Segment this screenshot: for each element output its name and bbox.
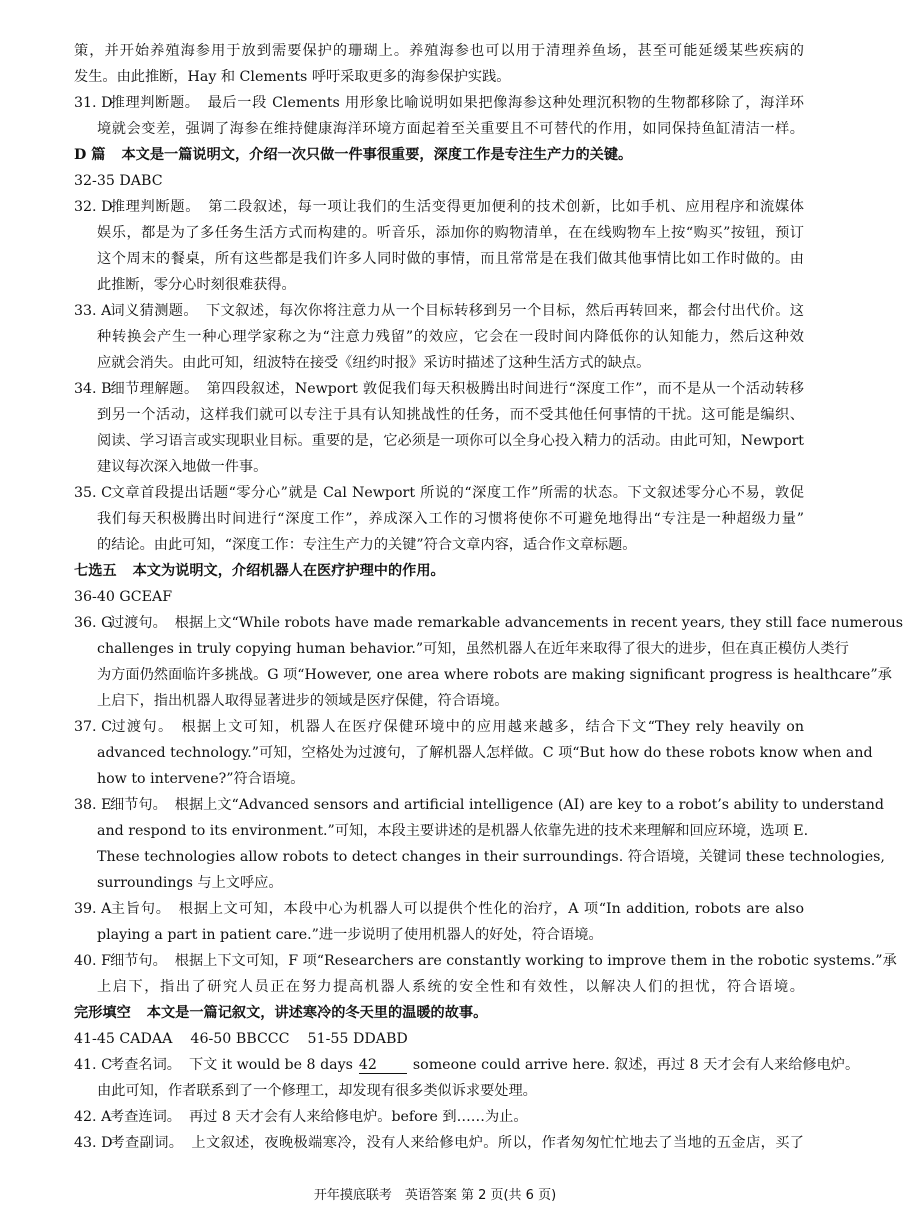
text-line: 到另一个活动，这样我们就可以专注于具有认知挑战性的任务，而不受其他任何事情的干扰。这可能是编织、 [97,407,804,423]
answer-item-34 [74,380,804,398]
question-label: 36. G [74,615,113,631]
text-line: 这个周末的餐桌，所有这些都是我们许多人同时做的事情，而且常常是在我们做其他事情比如工作时做的。由 [97,251,804,267]
text-line: 上启下，指出了研究人员正在努力提高机器人系统的安全性和有效性，以解决人们的担忧，符合语境。 [97,979,804,995]
text-line: 策，并开始养殖海参用于放到需要保护的珊瑚上。养殖海参也可以用于清理养鱼场，甚至可能延缓某些疾病的 [74,43,804,59]
text-line: 由此可知，作者联系到了一个修理工，却发现有很多类似诉求要处理。 [97,1083,537,1099]
text-line: challenges in truly copying human behavior.”可知，虽然机器人在近年来取得了很大的进步，但在真正模仿人类行 [97,641,849,657]
page-footer: 开年摸底联考 英语答案 第 2 页(共 6 页) [313,1188,557,1203]
question-label: 35. C [74,485,112,501]
question-label: 32. D [74,199,113,215]
question-type: 考查连词。 [110,1109,181,1125]
question-type: 考查名词。 [110,1057,181,1073]
section-tag: 七选五 [74,563,117,579]
answer-item-39 [74,900,804,918]
text-line: playing a part in patient care.”进一步说明了使用机器人的好处，符合语境。 [97,927,603,943]
text-line: 阅读、学习语言或实现职业目标。重要的是，它必须是一项你可以全身心投入精力的活动。由此可知，Newport [97,433,804,449]
answer-item-37 [74,718,804,736]
section-tag: D 篇 [74,147,106,163]
explanation-text: 根据上下文可知，F 项“Researchers are constantly working to improve them in the robotic systems.”承 [174,953,897,969]
explanation-text: someone could arrive here. 叙述，再过 8 天才会有人来给修电炉。 [412,1057,860,1073]
question-label: 37. C [74,719,112,735]
text-line: 发生。由此推断，Hay 和 Clements 呼吁采取更多的海参保护实践。 [74,69,511,85]
answer-item-32 [74,198,804,216]
answer-item-38 [74,796,884,814]
answer-item-43 [74,1134,804,1152]
text-line: 为方面仍然面临许多挑战。G 项“However, one area where robots are making significant progress is healthcare”承 [97,667,892,683]
section-heading-cloze [74,1004,804,1022]
question-type: 推理判断题。 [110,199,201,215]
explanation-text: 根据上文“While robots have made remarkable advancements in recent years, they still face numerous [174,615,903,631]
explanation-text: 下文 it would be 8 days [188,1057,353,1073]
question-label: 41. C [74,1057,112,1073]
explanation-text: 再过 8 天才会有人来给修电炉。before 到……为止。 [188,1109,528,1125]
text-line: 此推断，零分心时刻很难获得。 [97,277,296,293]
text-line: 应就会消失。由此可知，纽波特在接受《纽约时报》采访时描述了这种生活方式的缺点。 [97,355,651,371]
explanation-text: 最后一段 Clements 用形象比喻说明如果把像海参这种处理沉积物的生物都移除了，海洋环 [207,95,804,111]
question-type: 主旨句。 [110,901,171,917]
question-type: 细节句。 [110,797,167,813]
answer-item-33 [74,302,804,320]
answer-item-41 [74,1056,860,1074]
answer-group: 41-45 CADAA 46-50 BBCCC 51-55 DDABD [74,1031,408,1047]
question-type: 细节理解题。 [110,381,199,397]
text-line: 建议每次深入地做一件事。 [97,459,268,475]
explanation-text: 第四段叙述，Newport 敦促我们每天积极腾出时间进行“深度工作”，而不是从一个活动转移 [206,381,804,397]
question-type: 词义猜测题。 [110,303,198,319]
answer-item-36 [74,614,903,632]
text-line: 的结论。由此可知，“深度工作：专注生产力的关键”符合文章内容，适合作文章标题。 [97,537,637,553]
question-label: 31. D [74,95,113,111]
explanation-text: 第二段叙述，每一项让我们的生活变得更加便利的技术创新，比如手机、应用程序和流媒体 [208,199,804,215]
question-label: 39. A [74,901,112,917]
explanation-text: 文章首段提出话题“零分心”就是 Cal Newport 所说的“深度工作”所需的状态。下文叙述零分心不易，敦促 [110,485,804,501]
text-line: These technologies allow robots to detect changes in their surroundings. 符合语境，关键词 these technologies, [97,849,885,865]
blank-number: 42 [359,1058,407,1074]
section-heading-d [74,146,804,164]
text-line: how to intervene?”符合语境。 [97,771,305,787]
text-line: and respond to its environment.”可知，本段主要讲述的是机器人依靠先进的技术来理解和回应环境，选项 E. [97,823,809,839]
section-summary: 本文是一篇说明文，介绍一次只做一件事很重要，深度工作是专注生产力的关键。 [121,147,633,163]
section-heading-seven-choose-five [74,562,804,580]
answer-group: 36-40 GCEAF [74,589,173,605]
question-type: 过渡句。 [110,615,167,631]
question-type: 推理判断题。 [110,95,200,111]
text-line: 种转换会产生一种心理学家称之为“注意力残留”的效应，它会在一段时间内降低你的认知能力，然后这种效 [97,329,804,345]
explanation-text: 根据上文可知，机器人在医疗保健环境中的应用越来越多，结合下文“They rely heavily on [181,719,804,735]
explanation-text: 根据上文可知，本段中心为机器人可以提供个性化的治疗，A 项“In addition, robots are also [178,901,804,917]
question-label: 40. F [74,953,111,969]
text-line: advanced technology.”可知，空格处为过渡句，了解机器人怎样做。C 项“But how do these robots know when and [97,745,873,761]
section-summary: 本文是一篇记叙文，讲述寒冷的冬天里的温暖的故事。 [146,1005,488,1021]
explanation-text: 下文叙述，每次你将注意力从一个目标转移到另一个目标，然后再转回来，都会付出代价。这 [205,303,804,319]
section-tag: 完形填空 [74,1005,131,1021]
text-line: 娱乐，都是为了多任务生活方式而构建的。听音乐，添加你的购物清单，在在线购物车上按“购买”按钮，预订 [97,225,804,241]
question-label: 42. A [74,1109,112,1125]
text-line: 上启下，指出机器人取得显著进步的领域是医疗保健，符合语境。 [97,693,509,709]
answer-item-31 [74,94,804,112]
question-label: 38. E [74,797,112,813]
question-type: 过渡句。 [110,719,174,735]
section-summary: 本文为说明文，介绍机器人在医疗护理中的作用。 [132,563,445,579]
explanation-text: 根据上文“Advanced sensors and artificial intelligence (AI) are key to a robot’s ability to understand [174,797,884,813]
question-label: 33. A [74,303,112,319]
question-type: 细节句。 [110,953,167,969]
question-type: 考查副词。 [110,1135,184,1151]
answer-group: 32-35 DABC [74,173,163,189]
question-label: 34. B [74,381,112,397]
text-line: 我们每天积极腾出时间进行“深度工作”，养成深入工作的习惯将使你不可避免地得出“专注是一种超级力量” [97,511,804,527]
text-line: surroundings 与上文呼应。 [97,875,283,891]
text-line: 境就会变差，强调了海参在维持健康海洋环境方面起着至关重要且不可替代的作用，如同保持鱼缸清洁一样。 [97,121,804,137]
answer-item-42 [74,1108,804,1126]
answer-item-40 [74,952,897,970]
explanation-text: 上文叙述，夜晚极端寒冷，没有人来给修电炉。所以，作者匆匆忙忙地去了当地的五金店，买了 [191,1135,804,1151]
question-label: 43. D [74,1135,113,1151]
answer-item-35 [74,484,804,502]
